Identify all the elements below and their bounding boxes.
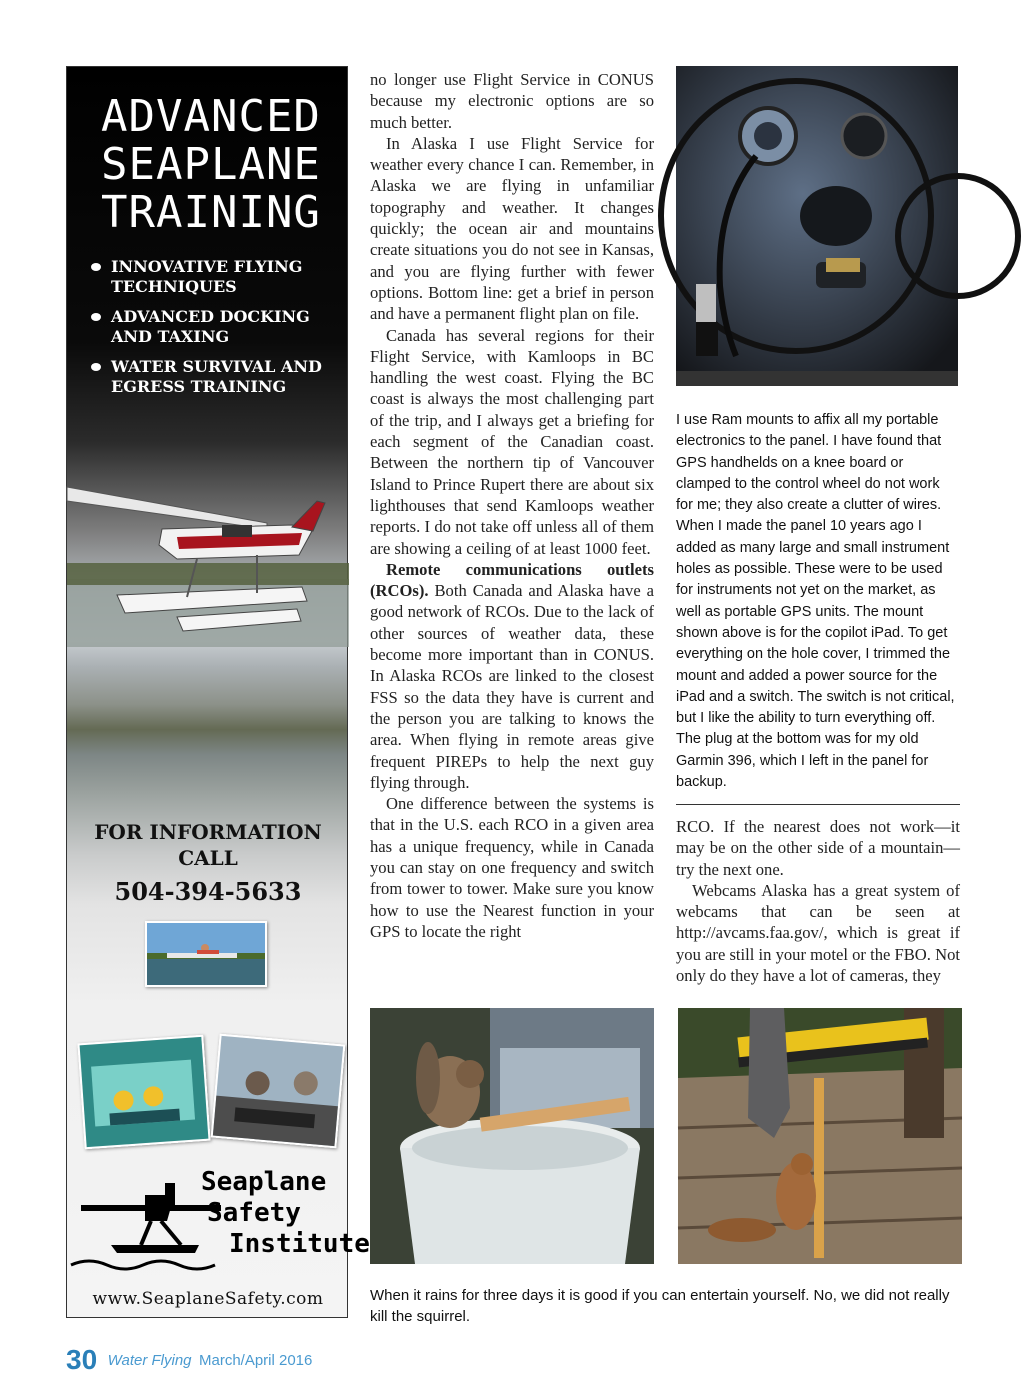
ad-photo-cockpit-underwater xyxy=(77,1035,210,1150)
seaplane-photo xyxy=(67,467,349,647)
squirrel-photo-caption: When it rains for three days it is good if you can entertain yourself. No, we did not really kill the squirrel. xyxy=(370,1287,950,1326)
ad-logo-text: Seaplane Safety Institute xyxy=(201,1167,370,1259)
ad-info-text: FOR INFORMATION CALL xyxy=(94,820,322,870)
paragraph: RCO. If the nearest does not work—it may be on the other side of a mountain—try the next one. xyxy=(676,817,960,879)
ad-bullet: INNOVATIVE FLYING TECHNIQUES xyxy=(89,257,347,297)
paragraph: One difference between the systems is that in the U.S. each RCO in a given area has a unique frequency, while in Canada you can stay on one frequency and switch from tower to tower. Make sure you know how to use the Nearest function in your GPS to locate the right xyxy=(370,794,654,941)
panel-photo-caption: I use Ram mounts to affix all my portable electronics to the panel. I have found that GPS handhelds on a knee board or clamped to the control wheel do not work for me; they also create a clutter of wires. When I made the panel 10 years ago I added as many large and small instrument holes as possible. These were to be used for instruments not yet on the market, as well as portable GPS units. The mount shown above is for the copilot iPad. To get everything on the hole cover, I trimmed the mount and added a power source for the iPad and a switch. The switch is not critical, but I like the ability to turn everything off. The plug at the bottom was for my old Garmin 396, which I left in the panel for backup. xyxy=(676,412,955,791)
squirrel-on-bucket-photo xyxy=(370,1008,654,1264)
issue-date: March/April 2016 xyxy=(198,1351,313,1369)
ad-bullet: ADVANCED DOCKING AND TAXING xyxy=(89,307,347,347)
paragraph: Remote communications outlets (RCOs). Both Canada and Alaska have a good network of RCOs. Due to the lack of other sources of weather data, these become more important than in CONUS. In Alaska RCOs are linked to the closest FSS so the data they have is current and the person you are talking to knows the area. When flying in remote areas give frequent PIREPs to help the next guy flying through. xyxy=(370,559,654,792)
ad-photo-pontoon xyxy=(145,921,267,987)
page-number: 30 xyxy=(66,1344,98,1375)
paragraph: Canada has several regions for their Flight Service, with Kamloops in BC handling the west coast. Flying the BC coast is always the most challenging part of the trip, and I always get a briefing for each segment of the Canadian coast. Between the northern tip of Vancouver Island to Prince Rupert there are about six lighthouses that send Kamloops weather reports. I do not take off unless all of them are showing a ceiling of at least 1000 feet. xyxy=(370,325,654,558)
ad-bullet: WATER SURVIVAL AND EGRESS TRAINING xyxy=(89,357,347,397)
article-column-2 xyxy=(676,816,960,986)
ad-phone-number: 504-394-5633 xyxy=(114,877,302,906)
paragraph: In Alaska I use Flight Service for weather every chance I can. Remember, in Alaska we are flying in unfamiliar topography and weather. It changes quickly; the ocean air and mountains create situations you do not see in Kansas, and you are flying further with fewer options. Bottom line: get a brief in person and have a permanent flight plan on file. xyxy=(370,133,654,324)
ad-title: ADVANCED SEAPLANE TRAINING xyxy=(101,91,321,238)
squirrel-under-axe-photo xyxy=(678,1008,962,1264)
magazine-name: Water Flying xyxy=(107,1351,192,1369)
ad-url: www.SeaplaneSafety.com xyxy=(92,1289,324,1309)
seaplane-logo-icon xyxy=(71,1177,221,1277)
paragraph: Webcams Alaska has a great system of webcams that can be seen at http://avcams.faa.gov/, which is great if you are still in your motel or the FBO. Not only do they have a lot of cameras, they xyxy=(676,880,960,986)
paragraph-lead: Remote communications outlets (RCOs). xyxy=(370,559,654,601)
paragraph: no longer use Flight Service in CONUS because my electronic options are so much better. xyxy=(370,70,654,132)
ad-bullet-list xyxy=(89,257,347,407)
page-footer xyxy=(66,1344,312,1376)
panel-mount-photo xyxy=(676,66,958,386)
seaplane-training-ad xyxy=(66,66,370,1318)
article-column-1 xyxy=(370,69,654,942)
ad-photo-cockpit-crew xyxy=(211,1034,346,1149)
caption-divider xyxy=(676,804,960,805)
